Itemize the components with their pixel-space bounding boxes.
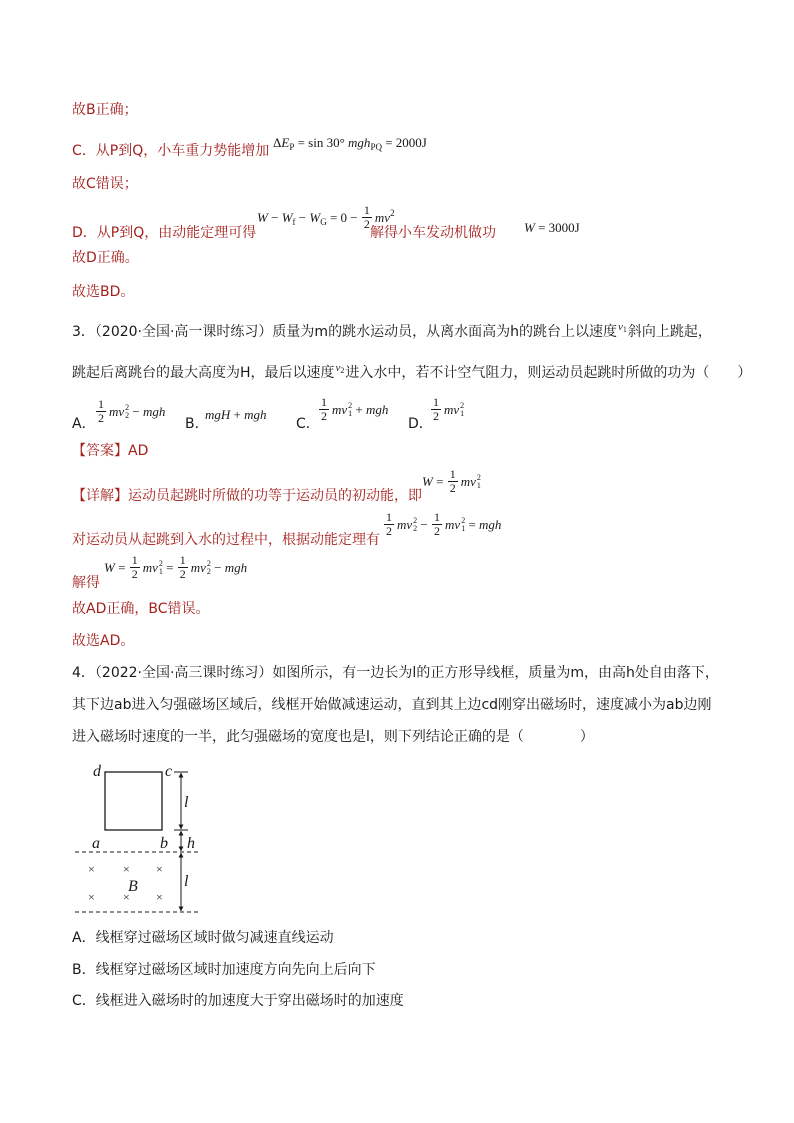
formula-text: + [352,401,367,417]
formula-text: mgh [244,407,267,422]
option-d-formula [430,396,464,423]
fraction-numerator: 1 [386,510,392,524]
corner-label-d: d [93,763,101,780]
option-c-formula [318,396,388,423]
fraction-denominator: 2 [179,567,186,581]
fraction-denominator: 2 [434,524,441,538]
answer-label: 【答案】AD [72,443,149,459]
formula-text: = 0 − [326,209,361,225]
option-c-analysis: C．从P到Q，小车重力势能增加 [72,143,270,159]
option-d-analysis: D．从P到Q，由动能定理可得 [72,225,257,241]
superscript-subscript [477,474,481,490]
question-3-text: 3．（2020·全国·高一课时练习）质量为m的跳水运动员，从离水面高为h的跳台上以速度 [72,324,617,340]
wire-frame-square [105,772,162,830]
corner-label-b: b [160,835,168,852]
formula-text: mv [374,209,391,225]
fraction [96,398,106,425]
question-4-line-3: 进入磁场时速度的一半，此匀强磁场的宽度也是l，则下列结论正确的是（ ） [72,729,594,745]
work-result-formula [104,554,247,581]
formula-text: mv [142,559,158,575]
formula-text: − [210,559,225,575]
formula-text: mgH [205,407,231,422]
field-label-b: B [128,878,138,895]
final-choice-bd: 故选BD。 [72,284,135,300]
fraction-denominator: 2 [449,481,456,495]
potential-energy-formula [273,135,427,151]
formula-text: v [617,321,623,333]
question-4-option-a: A．线框穿过磁场区域时做匀减速直线运动 [72,930,334,946]
question-4-line-2: 其下边ab进入匀强磁场区域后，线框开始做减速运动，直到其上边cd刚穿出磁场时，速度减小为ab边刚 [72,697,712,713]
option-b-formula [205,407,267,423]
detail-line-1: 【详解】运动员起跳时所做的功等于运动员的初动能，即 [72,488,422,504]
fraction-denominator: 2 [321,409,327,423]
detail-line-4: 故AD正确，BC错误。 [72,601,210,617]
superscript: 2 [348,400,353,410]
subscript: 1 [348,408,353,418]
subscript: 1 [460,408,465,418]
field-cross: × [123,862,130,876]
superscript: 2 [413,515,418,525]
subscript: G [320,216,327,227]
field-cross: × [88,890,95,904]
subscript: 2 [125,410,130,420]
subscript: 1 [476,480,481,490]
corner-label-c: c [165,763,173,780]
fraction-numerator: 1 [433,395,439,409]
fraction-denominator: 2 [363,217,370,231]
option-b-label: B． [185,416,209,432]
superscript: 2 [125,402,130,412]
subscript: 1 [461,523,466,533]
question-3-line-2 [72,364,751,383]
conclusion-b: 故B正确； [72,102,138,118]
formula-text: mv [397,516,413,532]
option-a-label: A． [72,416,96,432]
fraction [130,554,140,581]
detail-line-3: 解得 [72,575,100,591]
formula-text: mgh [366,401,389,417]
final-choice-ad: 故选AD。 [72,633,135,649]
formula-text: mv [332,401,348,417]
superscript: 2 [206,558,211,568]
fraction-denominator: 2 [98,411,104,425]
conclusion-d: 故D正确。 [72,250,139,266]
kinetic-energy-theorem-formula [383,511,501,538]
fraction [178,554,188,581]
superscript: 2 [390,207,395,218]
field-width-label: l [184,873,189,890]
fraction-numerator: 1 [179,553,186,567]
formula-text: mgh [479,516,502,532]
formula-text: E [281,135,290,150]
height-label: h [187,835,195,852]
question-3-text: 斜向上跳起， [627,324,712,340]
field-cross: × [156,862,163,876]
formula-text: = [114,559,129,575]
formula-text: W [524,220,535,235]
velocity-v2 [336,359,345,377]
field-cross: × [123,890,130,904]
formula-text: mgh [348,135,371,150]
fraction [432,511,442,538]
formula-text: = sin 30° [294,135,349,150]
formula-text: − [129,403,144,419]
fraction-denominator: 2 [131,567,138,581]
formula-text: W [422,473,433,489]
subscript: P [289,142,295,152]
fraction [448,468,458,495]
question-3-text: 跳起后离跳台的最大高度为H，最后以速度 [72,365,335,381]
option-d-label: D． [408,416,433,432]
fraction-numerator: 1 [98,397,104,411]
formula-text: = [432,473,447,489]
subscript: 1 [158,566,163,576]
superscript: 2 [460,400,465,410]
formula-text: mv [460,473,476,489]
side-length-label: l [184,794,189,811]
formula-text: W [309,209,321,225]
formula-text: Δ [273,135,282,150]
formula-text: = [465,516,480,532]
fraction [319,396,329,423]
superscript: 2 [158,558,163,568]
field-cross: × [88,862,95,876]
fraction [384,511,394,538]
formula-text: − [295,209,310,225]
corner-label-a: a [92,835,100,852]
formula-text: mv [190,559,206,575]
formula-text: W [281,209,293,225]
fraction-numerator: 1 [131,553,138,567]
fraction-numerator: 1 [449,467,456,481]
formula-text: mgh [143,403,166,419]
subscript: f [292,216,296,227]
question-3-text: 进入水中，若不计空气阻力，则运动员起跳时所做的功为（ ） [345,365,752,381]
formula-text: = 3000J [534,220,580,235]
subscript: PQ [370,142,382,152]
fraction [431,396,441,423]
question-4-option-b: B．线框穿过磁场区域时加速度方向先向上后向下 [72,962,376,978]
formula-text: = [162,559,177,575]
subscript: 2 [413,523,418,533]
field-cross: × [156,890,163,904]
engine-work-result [524,220,580,236]
superscript-subscript [460,402,464,418]
question-4-line-1: 4．（2022·全国·高三课时练习）如图所示，有一边长为l的正方形导线框，质量为m，由高h处自由落下， [72,665,719,681]
formula-text: mv [445,516,461,532]
fraction-numerator: 1 [321,395,327,409]
conclusion-c: 故C错误； [72,176,138,192]
detail-line-2: 对运动员从起跳到入水的过程中，根据动能定理有 [72,532,380,548]
formula-text: W [257,209,268,225]
formula-text: − [417,516,432,532]
question-3-line-1 [72,323,712,342]
option-a-formula [95,398,165,425]
subscript: 2 [340,366,345,375]
fraction-denominator: 2 [386,524,392,538]
formula-text: mgh [224,559,248,575]
subscript: 1 [622,325,627,334]
superscript: 2 [476,472,481,482]
superscript: 2 [461,515,466,525]
formula-text: − [267,209,282,225]
question-4-option-c: C．线框进入磁场时的加速度大于穿出磁场时的加速度 [72,993,404,1009]
fraction-numerator: 1 [363,203,370,217]
formula-text: v [335,362,341,374]
subscript: 2 [206,566,211,576]
formula-text: W [104,559,115,575]
magnetic-field-diagram [60,750,210,920]
formula-text: mv [109,403,125,419]
initial-kinetic-energy-formula [422,468,481,495]
fraction-numerator: 1 [434,510,441,524]
formula-text: = 2000J [381,135,427,150]
option-c-label: C． [296,416,320,432]
velocity-v1 [618,318,627,336]
formula-text: mv [444,401,460,417]
fraction-denominator: 2 [433,409,439,423]
option-d-solve-text: 解得小车发动机做功 [370,225,496,241]
formula-text: + [230,407,245,422]
